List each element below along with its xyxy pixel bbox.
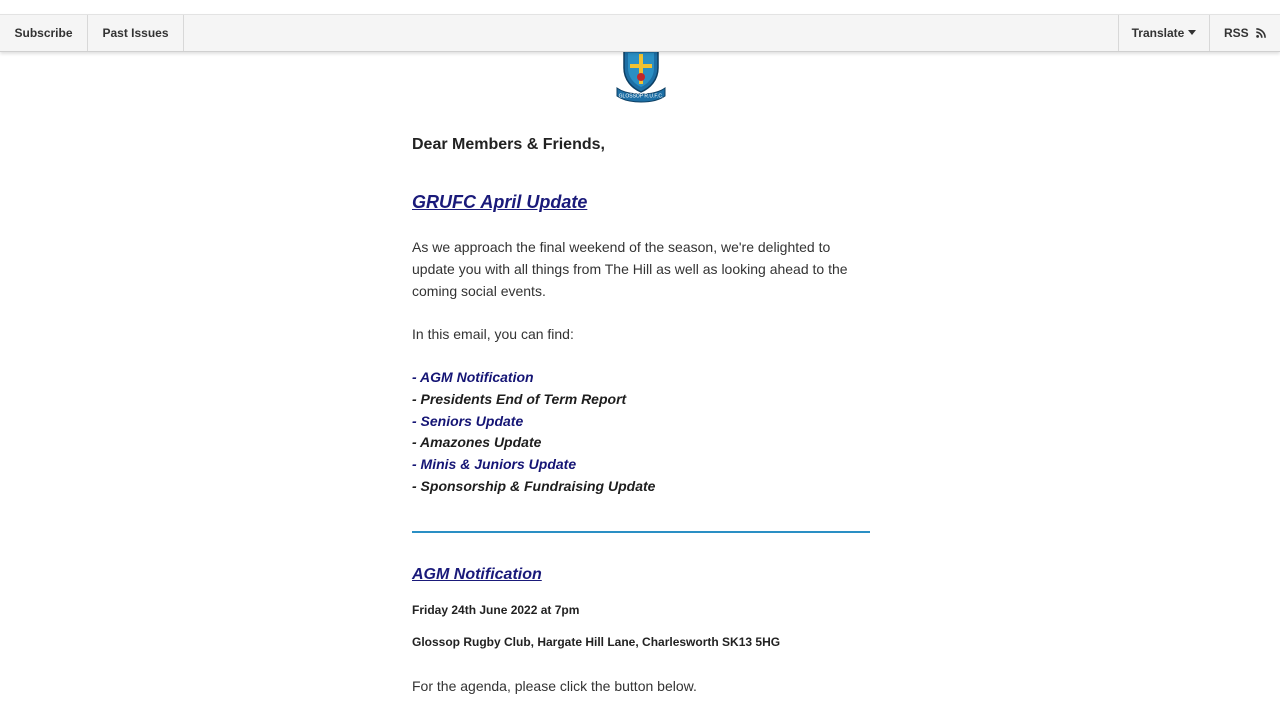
email-title-link[interactable]: GRUFC April Update xyxy=(412,192,588,212)
rss-label: RSS xyxy=(1223,26,1249,40)
subscribe-link[interactable]: Subscribe xyxy=(0,15,88,51)
club-crest-icon xyxy=(614,44,668,106)
toc-item-minis-juniors[interactable]: - Minis & Juniors Update xyxy=(412,456,577,473)
rss-link[interactable] xyxy=(1210,15,1280,51)
top-strip xyxy=(0,0,1280,14)
rss-icon xyxy=(1256,28,1266,38)
past-issues-link[interactable]: Past Issues xyxy=(88,15,184,51)
toc-item-sponsorship: - Sponsorship & Fundraising Update xyxy=(412,477,656,494)
agm-date: Friday 24th June 2022 at 7pm xyxy=(412,603,580,617)
agm-location: Glossop Rugby Club, Hargate Hill Lane, Charlesworth SK13 5HG xyxy=(412,635,781,649)
archive-bar xyxy=(0,14,1280,52)
translate-label: Translate xyxy=(1131,26,1185,40)
greeting: Dear Members & Friends, xyxy=(412,136,605,153)
caret-down-icon xyxy=(1188,30,1196,35)
agm-title-link[interactable]: AGM Notification xyxy=(412,566,542,583)
find-label: In this email, you can find: xyxy=(412,326,574,342)
translate-dropdown[interactable] xyxy=(1118,15,1210,51)
intro-paragraph: As we approach the final weekend of the season, we're delighted to update you with all things from The Hill as well as looking ahead to the coming social events. xyxy=(412,239,848,299)
section-divider xyxy=(412,531,870,533)
toc-item-seniors[interactable]: - Seniors Update xyxy=(412,412,524,429)
agm-agenda-text: For the agenda, please click the button below. xyxy=(412,678,697,694)
toc-item-presidents-report: - Presidents End of Term Report xyxy=(412,390,627,407)
crest-text: GLOSSOP R.U.F.C. xyxy=(618,93,664,100)
toc-item-amazones: - Amazones Update xyxy=(412,434,542,451)
toc-item-agm[interactable]: - AGM Notification xyxy=(412,369,534,385)
table-of-contents xyxy=(412,367,655,498)
